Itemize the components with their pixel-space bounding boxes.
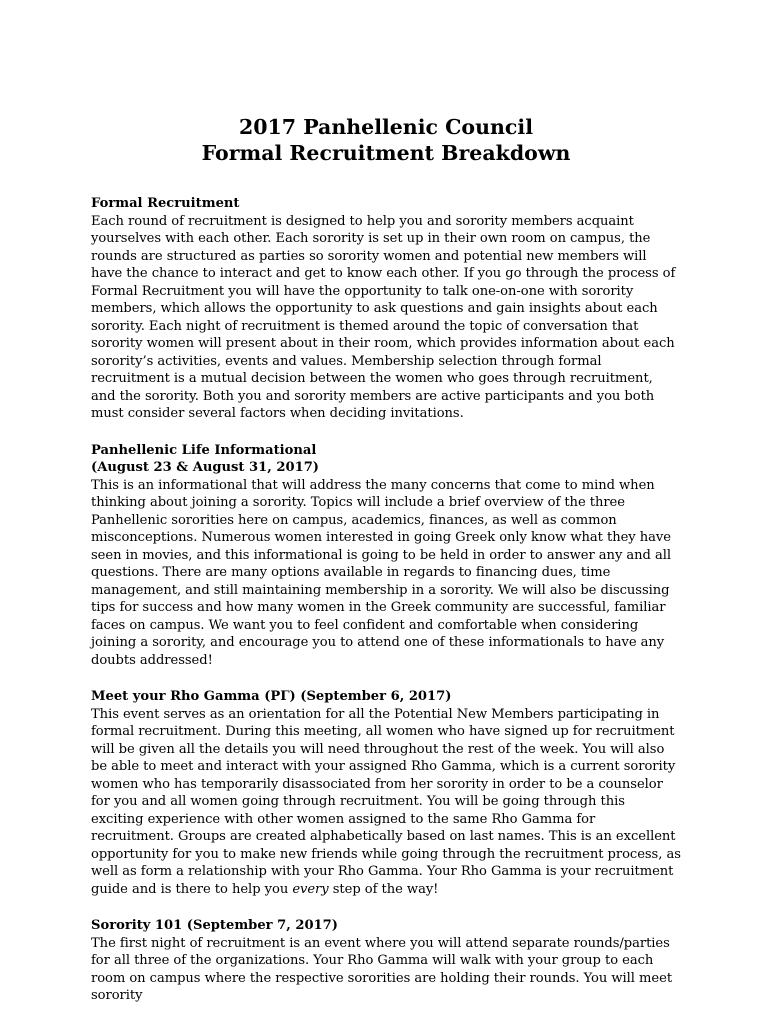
section-body: This is an informational that will address the many concerns that come to mind when thinking about joining a sorority. Topics will include a brief overview of the three Panhellenic sororities here on campus, academics, finances, as well as common misconceptions. Numerous women interested in going Greek only know what they have seen in movies, and this informational is going to be held in order to answer any and all questions. There are many options available in regards to financing dues, time management, and still maintaining membership in a sorority. We will also be discussing tips for success and how many women in the Greek community are successful, familiar faces on campus. We want you to feel confident and comfortable when considering joining a sorority, and encourage you to attend one of these informationals to have any doubts addressed! [91,477,672,668]
section-meet-your-rho-gamma [91,688,681,898]
section-body: The first night of recruitment is an event where you will attend separate rounds/parties for all three of the organizations. Your Rho Gamma will walk with your group to each room on campus where the respective sororities are holding their rounds. You will meet sorority [91,935,673,1003]
section-heading: Meet your Rho Gamma (ΡΓ) (September 6, 2017) [91,689,452,704]
section-subheading: (August 23 & August 31, 2017) [91,460,319,475]
section-body: Each round of recruitment is designed to help you and sorority members acquaint yourselves with each other. Each sorority is set up in their own room on campus, the rounds are structured as parties so sorority women and potential new members will have the chance to interact and get to know each other. If you go through the process of Formal Recruitment you will have the opportunity to talk one-on-one with sorority members, which allows the opportunity to ask questions and gain insights about each sorority. Each night of recruitment is themed around the topic of conversation that sorority women will present about in their room, which provides information about each sorority’s activities, events and values. Membership selection through formal recruitment is a mutual decision between the women who goes through recruitment, and the sorority. Both you and sorority members are active participants and you both must consider several factors when deciding invitations. [91,213,676,421]
emphasis-text: every [292,881,329,897]
section-heading: Panhellenic Life Informational [91,442,317,458]
body-text-part: step of the way! [328,881,439,897]
title-line-2: Formal Recruitment Breakdown [201,141,571,165]
section-panhellenic-life-informational [91,442,681,670]
document-title [91,114,681,166]
section-heading: Sorority 101 (September 7, 2017) [91,918,338,933]
body-text-part: This event serves as an orientation for all the Potential New Members participating in formal recruitment. During this meeting, all women who have signed up for recruitment will be given all the details you will need throughout the rest of the week. You will also be able to meet and interact with your assigned Rho Gamma, which is a current sorority women who has temporarily disassociated from her sorority in order to be a counselor for you and all women going through recruitment. You will be going through this exciting experience with other women assigned to the same Rho Gamma for recruitment. Groups are created alphabetically based on last names. This is an excellent opportunity for you to make new friends while going through the recruitment process, as well as form a relationship with your Rho Gamma. Your Rho Gamma is your recruitment guide and is there to help you [91,706,681,897]
title-line-1: 2017 Panhellenic Council [239,115,533,139]
document-page [91,114,681,1005]
section-heading: Formal Recruitment [91,196,240,211]
section-body [91,706,681,899]
section-formal-recruitment [91,195,681,423]
section-sorority-101 [91,917,681,1005]
